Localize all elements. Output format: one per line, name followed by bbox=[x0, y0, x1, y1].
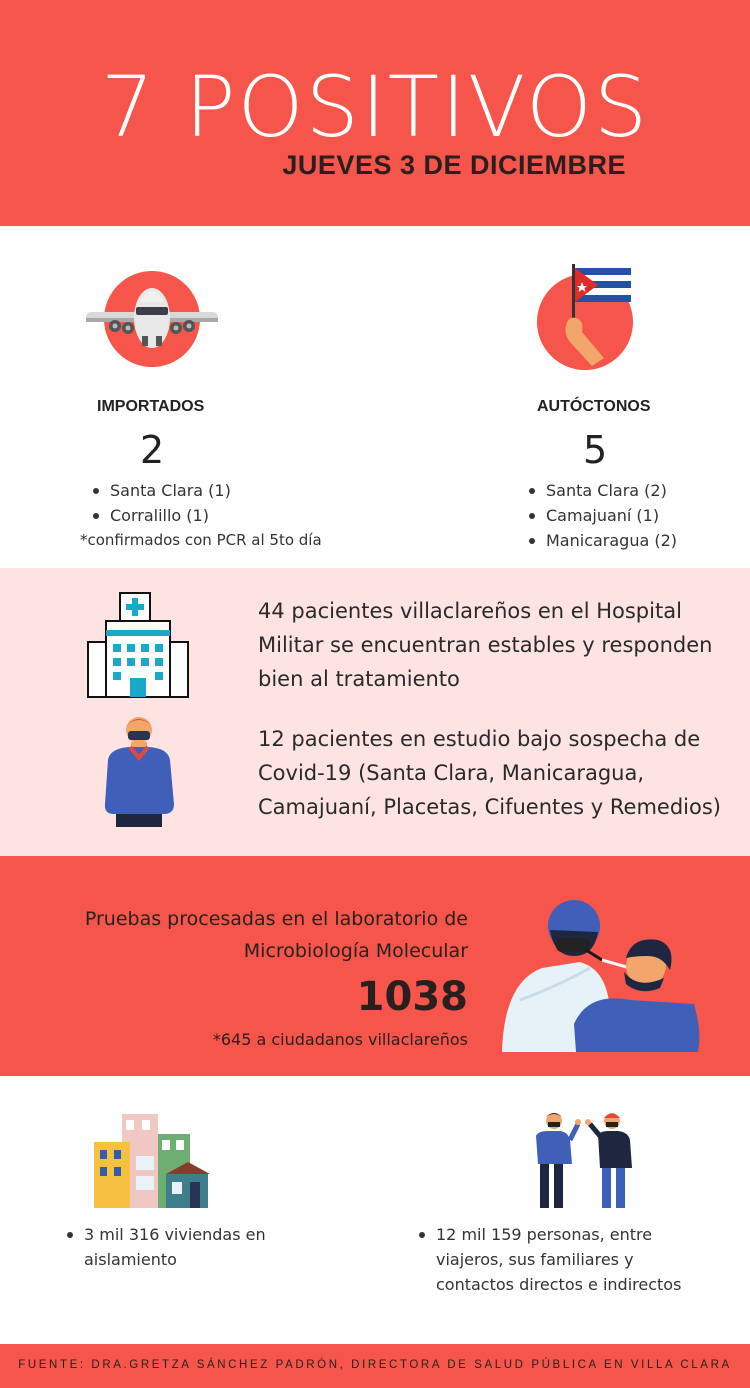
footer-banner bbox=[0, 1344, 750, 1388]
list-item: Camajuaní (1) bbox=[526, 503, 677, 528]
tests-total: 1038 bbox=[356, 974, 468, 1020]
hospital-text bbox=[258, 594, 738, 696]
tests-section bbox=[0, 856, 750, 1076]
imported-label: IMPORTADOS bbox=[97, 398, 205, 415]
header-banner bbox=[0, 0, 750, 226]
tests-line-1: Pruebas procesadas en el laboratorio de bbox=[84, 908, 468, 930]
imported-count: 2 bbox=[140, 428, 165, 472]
text-line: Camajuaní, Placetas, Cifuentes y Remedios) bbox=[258, 795, 721, 819]
text-line: 3 mil 316 viviendas en bbox=[84, 1225, 266, 1244]
two-people-icon bbox=[528, 1112, 638, 1212]
source-text: FUENTE: DRA.GRETZA SÁNCHEZ PADRÓN, DIRECTORA DE SALUD PÚBLICA EN VILLA CLARA bbox=[18, 1359, 732, 1371]
pcr-test-icon bbox=[498, 892, 702, 1054]
list-item: Santa Clara (1) bbox=[90, 478, 231, 503]
list-item: Corralillo (1) bbox=[90, 503, 231, 528]
text-line: contactos directos e indirectos bbox=[436, 1275, 682, 1294]
patients-section bbox=[0, 568, 750, 856]
local-count: 5 bbox=[583, 428, 608, 472]
text-line: Covid-19 (Santa Clara, Manicaragua, bbox=[258, 761, 645, 785]
text-line: aislamiento bbox=[84, 1250, 177, 1269]
tests-line-2: Microbiología Molecular bbox=[243, 940, 468, 962]
people-list bbox=[416, 1222, 681, 1297]
local-label: AUTÓCTONOS bbox=[537, 398, 651, 415]
text-line: 12 pacientes en estudio bajo sospecha de bbox=[258, 727, 701, 751]
study-text bbox=[258, 722, 738, 824]
page-title: 7 POSITIVOS bbox=[100, 58, 650, 156]
date-subtitle: JUEVES 3 DE DICIEMBRE bbox=[282, 150, 626, 180]
hospital-icon bbox=[86, 592, 190, 698]
list-item: Manicaragua (2) bbox=[526, 528, 677, 553]
text-line: bien al tratamiento bbox=[258, 667, 460, 691]
text-line: viajeros, sus familiares y bbox=[436, 1250, 634, 1269]
list-item bbox=[64, 1222, 266, 1272]
cases-section bbox=[0, 226, 750, 568]
tests-note: *645 a ciudadanos villaclareños bbox=[212, 1030, 468, 1049]
local-list bbox=[526, 478, 677, 553]
houses-icon bbox=[92, 1112, 210, 1210]
cuban-flag-icon bbox=[536, 262, 636, 370]
imported-note: *confirmados con PCR al 5to día bbox=[80, 531, 322, 549]
text-line: 12 mil 159 personas, entre bbox=[436, 1225, 653, 1244]
text-line: 44 pacientes villaclareños en el Hospital bbox=[258, 599, 682, 623]
imported-list bbox=[90, 478, 231, 528]
airplane-icon bbox=[84, 270, 220, 374]
isolation-section bbox=[0, 1076, 750, 1344]
list-item: Santa Clara (2) bbox=[526, 478, 677, 503]
text-line: Militar se encuentran estables y responden bbox=[258, 633, 713, 657]
masked-man-icon bbox=[100, 714, 180, 828]
homes-list bbox=[64, 1222, 266, 1272]
list-item bbox=[416, 1222, 681, 1297]
